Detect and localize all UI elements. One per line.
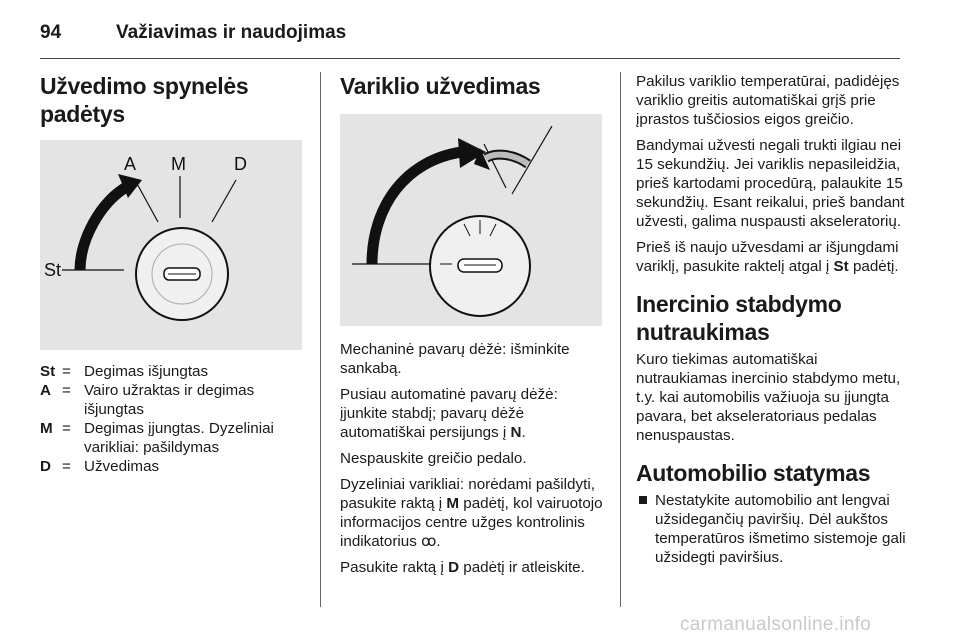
page-header bbox=[40, 18, 900, 59]
paragraph-idle-speed: Pakilus variklio temperatūrai, padidėjęs variklio greitis automatiškai grįš prie įprastos tuščiosios eigos greičio. bbox=[636, 73, 900, 128]
legend-eq: = bbox=[62, 458, 71, 475]
column-divider-2 bbox=[620, 72, 621, 607]
engine-start-figure bbox=[340, 114, 602, 326]
paragraph-diesel-preheat: Dyzeliniai varikliai: norėdami pašildyti, pasukite raktą į M padėtį, kol vairuotojo informacijos centre užges kontrolinis indikatorius ꝏ. bbox=[340, 476, 603, 550]
list-item bbox=[636, 491, 906, 567]
glow-plug-icon: ꝏ bbox=[421, 533, 437, 550]
rotation-arrow-arc bbox=[80, 186, 128, 270]
column-engine-start bbox=[340, 72, 608, 584]
page-number: 94 bbox=[40, 22, 62, 43]
paragraph-turn-key: Pasukite raktą į D padėtį ir atleiskite. bbox=[340, 559, 585, 576]
legend-key: St bbox=[40, 363, 56, 380]
section-heading-fuel-cutoff: Inercinio stabdymo nutraukimas bbox=[636, 291, 842, 345]
figure-label-st: St bbox=[44, 260, 62, 280]
figure-label-d: D bbox=[234, 154, 247, 174]
legend-key: D bbox=[40, 458, 51, 475]
legend-row bbox=[40, 362, 308, 381]
legend-eq: = bbox=[62, 363, 71, 380]
legend-row bbox=[40, 419, 308, 457]
ignition-diagram bbox=[40, 140, 302, 350]
section-heading-engine-start: Variklio užvedimas bbox=[340, 73, 541, 99]
figure-label-a: A bbox=[124, 154, 137, 174]
pointer-a-line bbox=[135, 180, 158, 222]
legend-eq: = bbox=[62, 382, 71, 399]
paragraph-start-attempts: Bandymai užvesti negali trukti ilgiau nei 15 sekundžių. Jei variklis nepasileidžia, prieš kartodami procedūrą, palaukite 15 sekundžių. Esant reikalui, prieš bandant užvesti, galima nuspausti akseleratorių. bbox=[636, 137, 905, 230]
section-heading-ignition-positions: Užvedimo spynelės padėtys bbox=[40, 73, 249, 127]
paragraph-semi-auto-gearbox: Pusiau automatinė pavarų dėžė: įjunkite stabdį; pavarų dėžė automatiškai persijungs į N. bbox=[340, 386, 558, 441]
ignition-legend bbox=[40, 362, 308, 476]
section-heading-parking: Automobilio statymas bbox=[636, 460, 871, 486]
legend-text: Degimas išjungtas bbox=[84, 363, 209, 380]
figure-label-m: M bbox=[171, 154, 186, 174]
bullet-text: Nestatykite automobilio ant lengvai užsidegančių paviršių. Dėl aukštos temperatūros išmetimo sistemoje gali užsidegti paviršius. bbox=[655, 492, 906, 566]
paragraph-fuel-cutoff: Kuro tiekimas automatiškai nutraukiamas inercinio stabdymo metu, t.y. kai automobilis važiuoja su įjungta pavara, bet akseleratoriaus pedalas nenuspaustas. bbox=[636, 351, 901, 444]
legend-row bbox=[40, 457, 308, 476]
legend-key: A bbox=[40, 382, 51, 399]
legend-eq: = bbox=[62, 420, 71, 437]
engine-start-diagram bbox=[340, 114, 602, 326]
paragraph-no-pedal: Nespauskite greičio pedalo. bbox=[340, 450, 527, 467]
column-ignition-positions bbox=[40, 72, 308, 476]
legend-row bbox=[40, 381, 308, 419]
running-title: Važiavimas ir naudojimas bbox=[116, 22, 347, 43]
column-continued bbox=[636, 72, 906, 567]
ignition-positions-figure bbox=[40, 140, 302, 350]
pointer-d-line bbox=[212, 180, 236, 222]
column-divider-1 bbox=[320, 72, 321, 607]
bullet-square-icon bbox=[639, 496, 647, 504]
watermark: carmanualsonline.info bbox=[680, 614, 872, 635]
legend-text: Vairo užraktas ir degimas išjungtas bbox=[84, 382, 255, 418]
paragraph-manual-gearbox: Mechaninė pavarų dėžė: išminkite sankabą. bbox=[340, 341, 570, 377]
legend-key: M bbox=[40, 420, 53, 437]
paragraph-restart: Prieš iš naujo užvesdami ar išjungdami variklį, pasukite raktelį atgal į St padėtį. bbox=[636, 239, 899, 275]
legend-text: Užvedimas bbox=[84, 458, 160, 475]
legend-text: Degimas įjungtas. Dyzeliniai varikliai: pašildymas bbox=[84, 420, 274, 456]
